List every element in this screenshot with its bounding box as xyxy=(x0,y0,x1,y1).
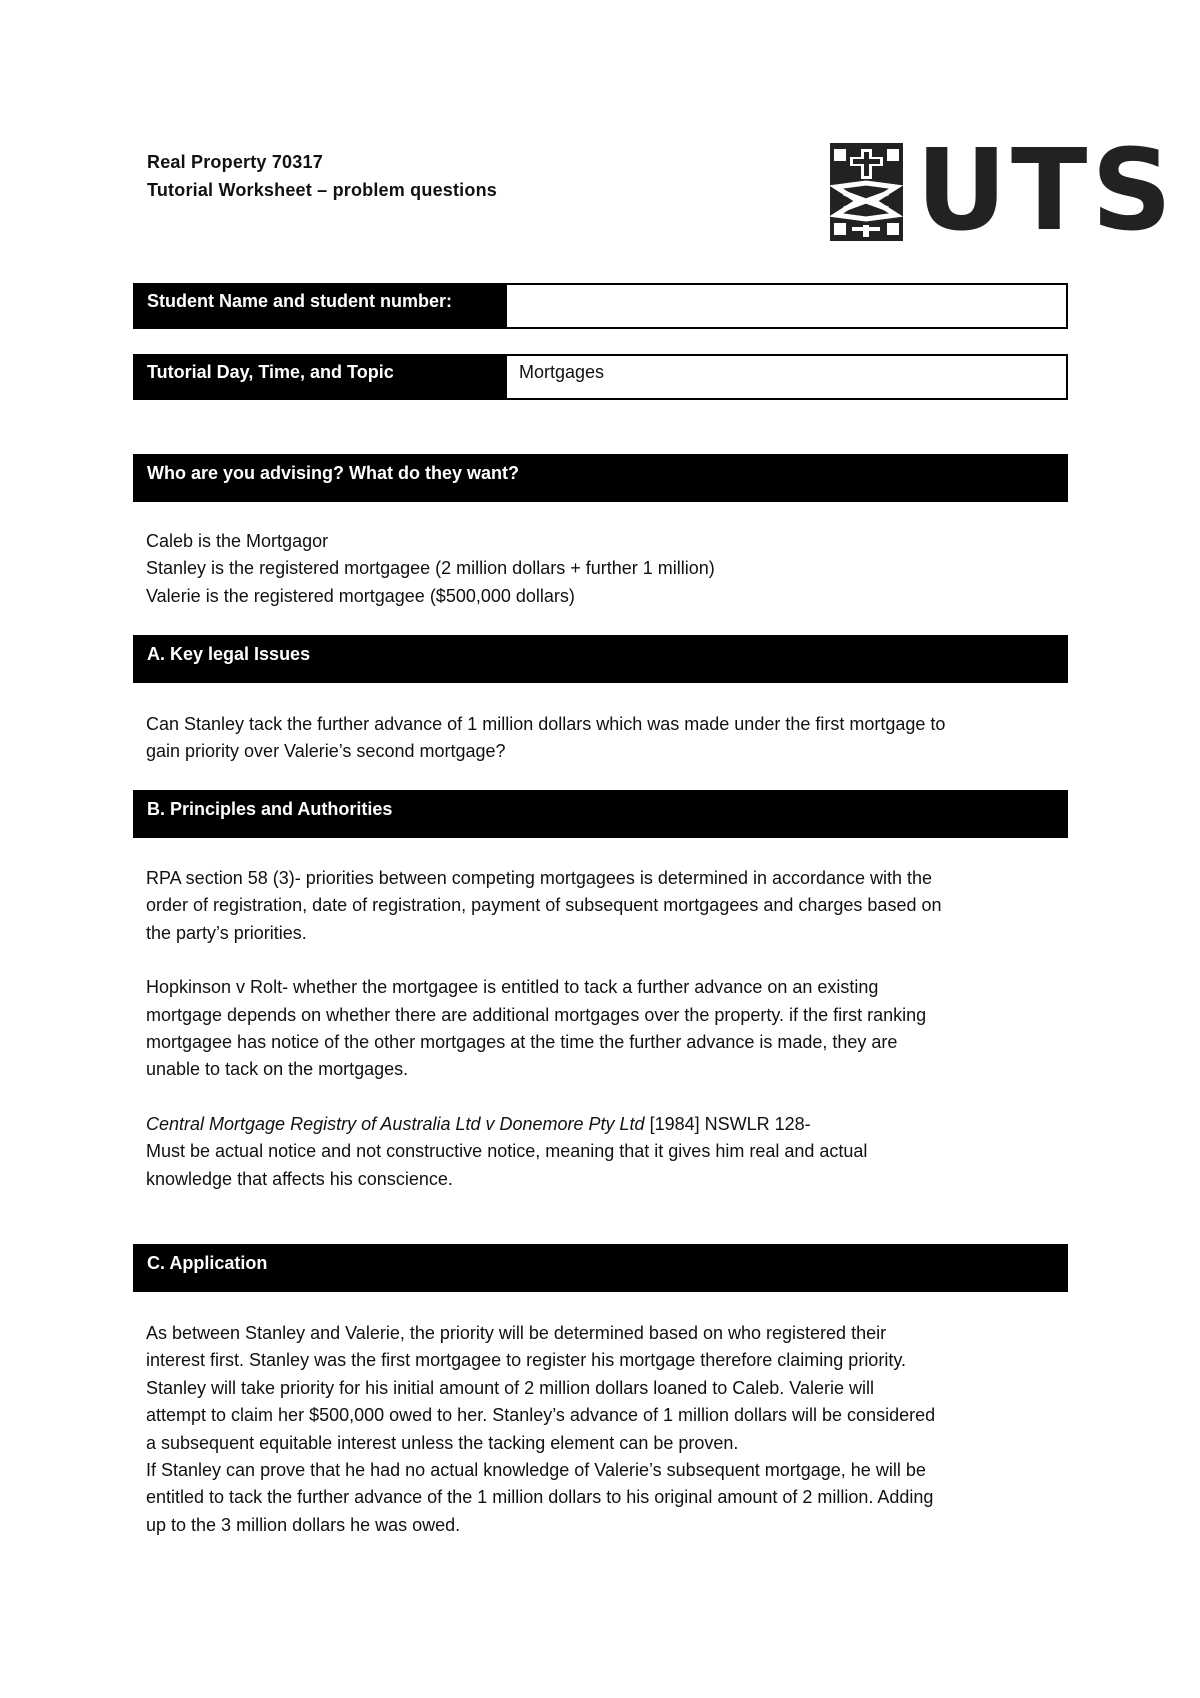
hopkinson-line: Hopkinson v Rolt- whether the mortgagee is entitled to tack a further advance on an existing xyxy=(146,977,879,998)
application-line: Stanley will take priority for his initial amount of 2 million dollars loaned to Caleb. Valerie will xyxy=(146,1377,874,1398)
who-line: Caleb is the Mortgagor xyxy=(146,531,329,551)
student-name-label: Student Name and student number: xyxy=(133,283,505,329)
worksheet-title: Tutorial Worksheet – problem questions xyxy=(147,180,497,200)
course-title: Real Property 70317 xyxy=(147,152,323,172)
case-line: knowledge that affects his conscience. xyxy=(146,1168,453,1189)
tutorial-label: Tutorial Day, Time, and Topic xyxy=(133,354,505,400)
case-line: Must be actual notice and not constructive notice, meaning that it gives him real and actual xyxy=(146,1141,868,1162)
hopkinson-line: mortgagee has notice of the other mortgages at the time the further advance is made, they are xyxy=(146,1032,898,1053)
student-name-row xyxy=(133,283,1068,329)
issues-line: Can Stanley tack the further advance of 1 million dollars which was made under the first mortgage to xyxy=(146,714,946,734)
rpa-line: the party’s priorities. xyxy=(146,922,307,943)
hopkinson-line: unable to tack on the mortgages. xyxy=(146,1059,409,1080)
principles-text xyxy=(146,865,1062,1193)
application-heading: C. Application xyxy=(133,1244,1068,1292)
application-line: As between Stanley and Valerie, the priority will be determined based on who registered their xyxy=(146,1323,887,1343)
issues-line: gain priority over Valerie’s second mortgage? xyxy=(146,741,506,762)
key-legal-issues-heading: A. Key legal Issues xyxy=(133,635,1068,683)
case-citation: [1984] NSWLR 128- xyxy=(644,1113,811,1134)
tutorial-row xyxy=(133,354,1068,400)
key-legal-issues-text xyxy=(146,711,1062,766)
application-text xyxy=(146,1320,1062,1539)
rpa-line: RPA section 58 (3)- priorities between competing mortgagees is determined in accordance with the xyxy=(146,868,933,888)
case-name: Central Mortgage Registry of Australia Ltd v Donemore Pty Ltd xyxy=(146,1113,645,1134)
application-line: a subsequent equitable interest unless the tacking element can be proven. xyxy=(146,1432,739,1453)
case-citation-line xyxy=(146,1111,1062,1138)
application-line: interest first. Stanley was the first mortgagee to register his mortgage therefore claiming priority. xyxy=(146,1350,906,1371)
uts-crest-icon xyxy=(830,143,903,241)
application-line: up to the 3 million dollars he was owed. xyxy=(146,1514,461,1535)
application-line: If Stanley can prove that he had no actual knowledge of Valerie’s subsequent mortgage, he will be xyxy=(146,1460,926,1481)
uts-logo xyxy=(830,126,1177,256)
application-line: entitled to tack the further advance of the 1 million dollars to his original amount of 2 million. Adding xyxy=(146,1487,934,1508)
hopkinson-line: mortgage depends on whether there are additional mortgages over the property. if the first ranking xyxy=(146,1004,927,1025)
who-advising-heading: Who are you advising? What do they want? xyxy=(133,454,1068,502)
uts-logo-text: UTS xyxy=(916,126,1177,256)
student-name-field[interactable] xyxy=(505,283,1068,329)
who-line: Valerie is the registered mortgagee ($500,000 dollars) xyxy=(146,585,575,606)
document-header xyxy=(147,148,497,204)
application-line: attempt to claim her $500,000 owed to her. Stanley’s advance of 1 million dollars will be considered xyxy=(146,1405,936,1426)
principles-heading: B. Principles and Authorities xyxy=(133,790,1068,838)
who-line: Stanley is the registered mortgagee (2 million dollars + further 1 million) xyxy=(146,558,715,579)
tutorial-topic-field[interactable]: Mortgages xyxy=(505,354,1068,400)
rpa-line: order of registration, date of registration, payment of subsequent mortgagees and charges based on xyxy=(146,895,942,916)
who-advising-text xyxy=(146,528,1062,610)
